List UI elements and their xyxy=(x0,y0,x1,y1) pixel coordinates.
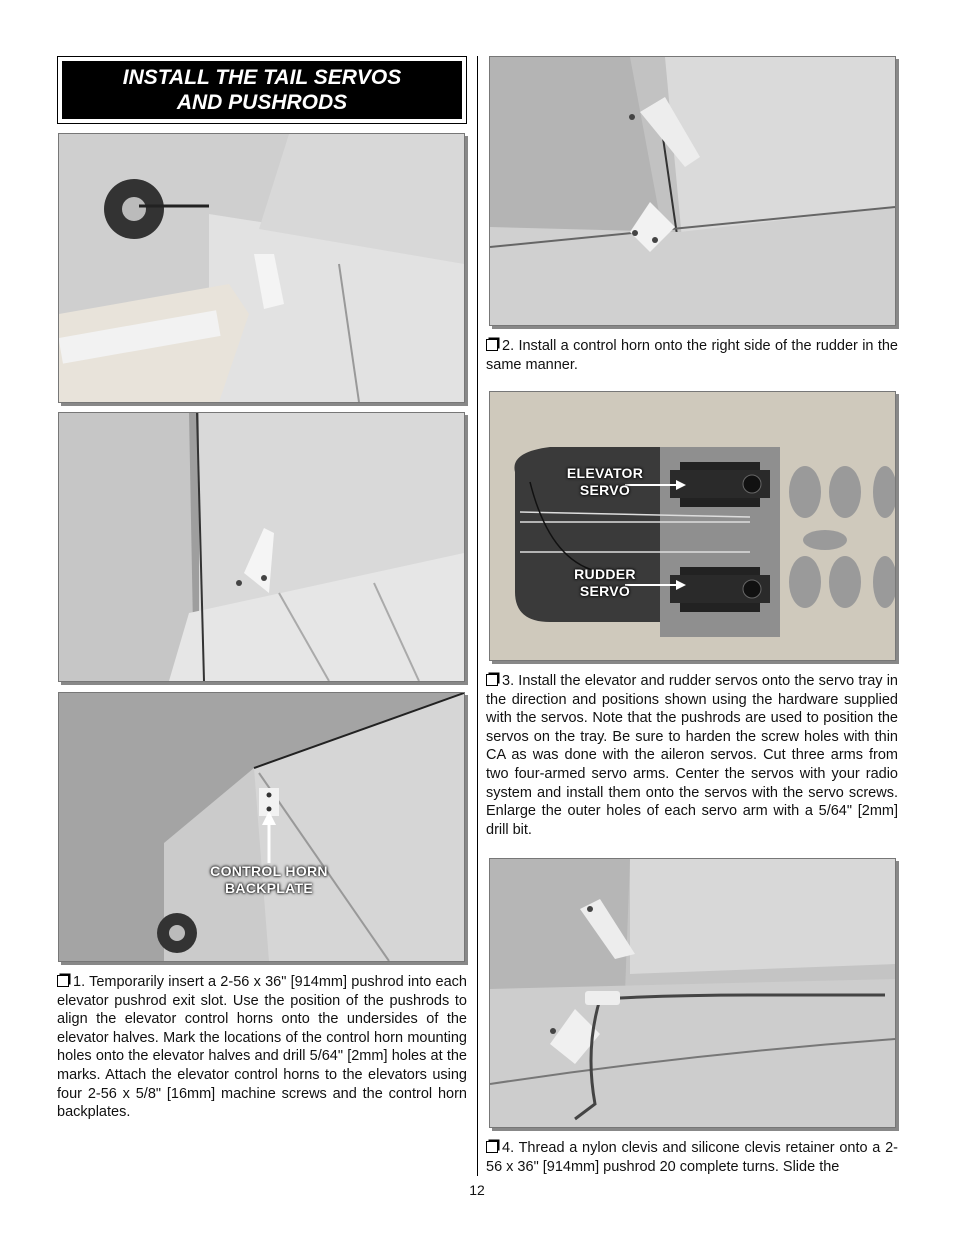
step-3-checkbox[interactable] xyxy=(486,674,498,686)
title-line-1: INSTALL THE TAIL SERVOS xyxy=(122,66,402,89)
step-4-text: 4. Thread a nylon clevis and silicone clevis retainer onto a 2-56 x 36" [914mm] pushrod 20 complete turns. Slide the xyxy=(486,1140,898,1175)
step-2-text: 2. Install a control horn onto the right side of the rudder in the same manner. xyxy=(486,338,898,373)
step-4 xyxy=(486,1139,898,1176)
elevator-servo-label-line-1: ELEVATOR xyxy=(566,465,644,481)
page-number: 12 xyxy=(469,1182,485,1198)
backplate-label xyxy=(194,863,344,897)
rudder-servo-label xyxy=(560,566,650,600)
step-1-text: 1. Temporarily insert a 2-56 x 36" [914mm] pushrod into each elevator pushrod exit slot. Use the position of the pushrods to align the elevator control horns onto the undersides of the elevator halves. Mark the locations of the control horn mounting holes onto the elevator halves and drill 5/64" [2mm] holes at the marks. Attach the elevator control horns to the elevators using four 2-56 x 5/8" [16mm] machine screws and the control horn backplates. xyxy=(57,974,467,1121)
step-1 xyxy=(57,973,467,1122)
photo-rudder-horn xyxy=(489,56,896,326)
elevator-servo-label-line-2: SERVO xyxy=(579,482,631,498)
elevator-servo-label xyxy=(560,465,650,499)
backplate-label-line-2: BACKPLATE xyxy=(225,880,313,896)
column-divider xyxy=(477,56,478,1176)
step-2 xyxy=(486,337,898,374)
photo-control-horn-backplate xyxy=(58,692,465,962)
step-4-checkbox[interactable] xyxy=(486,1141,498,1153)
photo-marking-horn xyxy=(58,133,465,403)
photo-pushrod-clevis xyxy=(489,858,896,1128)
section-title-box xyxy=(57,56,467,124)
step-3-text: 3. Install the elevator and rudder servos onto the servo tray in the direction and positions shown using the hardware supplied with the servos. Note that the pushrods are used to position the servos on the tray. Be sure to harden the screw holes with thin CA as was done with the aileron servos. Cut three arms from two four-armed servo arms. Center the servos with your radio system and install them onto the servos with the servo screws. Enlarge the outer holes of each servo arm with a 5/64" [2mm] drill bit. xyxy=(486,673,898,838)
backplate-label-line-1: CONTROL HORN xyxy=(210,863,328,879)
step-3 xyxy=(486,672,898,839)
rudder-servo-label-line-2: SERVO xyxy=(579,583,631,599)
step-1-checkbox[interactable] xyxy=(57,975,69,987)
section-title xyxy=(62,61,462,119)
photo-elevator-horn xyxy=(58,412,465,682)
rudder-servo-label-line-1: RUDDER xyxy=(574,566,636,582)
photo-servo-tray xyxy=(489,391,896,661)
title-line-2: AND PUSHRODS xyxy=(176,91,348,114)
step-2-checkbox[interactable] xyxy=(486,339,498,351)
